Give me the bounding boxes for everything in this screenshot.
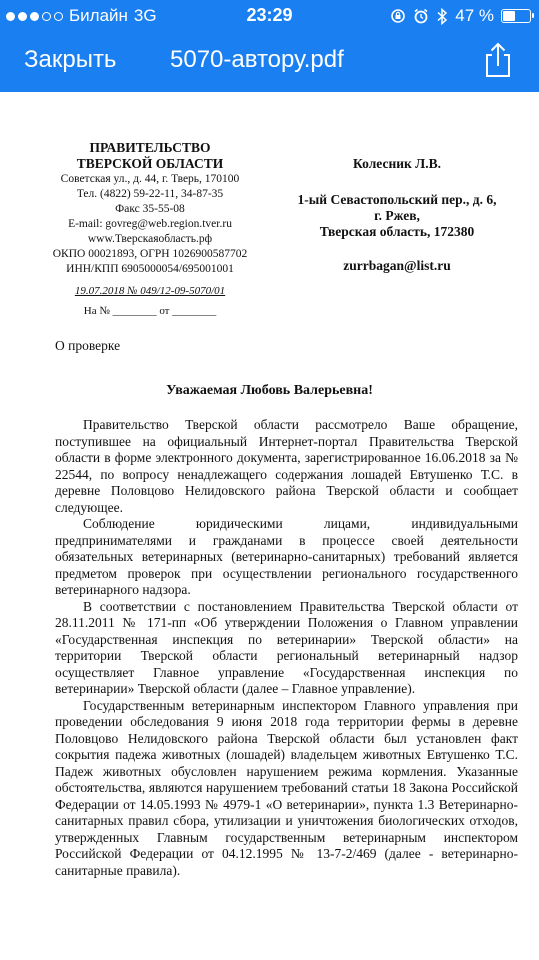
recipient-address-line1: 1-ый Севастопольский пер., д. 6,: [297, 192, 497, 207]
document-title: 5070-автору.pdf: [170, 46, 344, 73]
sender-okpo: ОКПО 00021893, ОГРН 1026900587702: [52, 248, 248, 260]
close-button[interactable]: Закрыть: [24, 46, 117, 73]
rotation-lock-icon: [390, 8, 406, 24]
sender-email: E-mail: govreg@web.region.tver.ru: [68, 218, 232, 230]
recipient-name: Колесник Л.В.: [353, 156, 441, 171]
greeting: Уважаемая Любовь Валерьевна!: [166, 383, 373, 398]
handwritten-reference: 19.07.2018 № 049/12-09-5070/01: [74, 285, 226, 297]
recipient-address-line3: Тверская область, 172380: [319, 224, 475, 239]
sender-inn: ИНН/КПП 6905000054/695001001: [66, 263, 234, 275]
alarm-icon: [413, 8, 429, 24]
recipient-address-line2: г. Ржев,: [374, 208, 420, 223]
paragraph: Правительство Тверской области рассмотрело Ваше обращение, поступившее на официальный Интернет-портал Правительства Тверской области в форме электронного документа, зарегистрированное 16.06.2018 за № 22544, по вопросу ненадлежащего содержания лошадей Евтушенко Т.С. в деревне Половцово Нелидовского района Тверской области и сообщает следующее.: [55, 417, 518, 515]
paragraph: Соблюдение юридическими лицами, индивидуальными предпринимателями и гражданами в процессе своей деятельности обязательных ветеринарных (ветеринарно-санитарных) требований является предметом проверок при осуществлении регионального государственного ветеринарного надзора.: [55, 516, 518, 597]
paragraph: Государственным ветеринарным инспектором Главного управления при проведении обследования 9 июня 2018 года территории фермы в деревне Половцово Нелидовского района Тверской области был установлен факт сокрытия падежа животных (лошадей) владельцем животных Евтушенко Т.С. Падеж животных обусловлен нарушением режима кормления. Указанные обстоятельства, являются нарушением требований статьи 18 Закона Российской Федерации от 14.05.1993 № 4979-1 «О ветеринарии», пункта 1.3 Ветеринарно-санитарных правил сбора, утилизации и уничтожения биологических отходов, утвержденных Главным государственным ветеринарным инспектором Российской Федерации от 04.12.1995 № 13-7-2/469 (далее - ветеринарно-санитарные правила).: [55, 697, 518, 878]
sender-fax: Факс 35-55-08: [115, 203, 185, 215]
reference-line: На № ________ от ________: [83, 305, 217, 317]
nav-bar: [0, 38, 539, 88]
bluetooth-icon: [436, 8, 448, 25]
pdf-page: [0, 92, 539, 960]
carrier-name: Билайн: [69, 6, 128, 25]
share-icon[interactable]: [483, 42, 513, 78]
sender-website: www.Тверскаяобласть.рф: [87, 233, 213, 245]
network-type: 3G: [133, 6, 157, 25]
subject-line: О проверке: [55, 338, 121, 353]
top-bar: [0, 0, 539, 92]
letter-body: [55, 417, 518, 879]
org-name-line1: ПРАВИТЕЛЬСТВО: [89, 140, 211, 155]
sender-address: Советская ул., д. 44, г. Тверь, 170100: [60, 173, 240, 185]
battery-percent: 47 %: [455, 6, 494, 25]
battery-icon: [501, 9, 531, 23]
paragraph: В соответствии с постановлением Правительства Тверской области от 28.11.2011 № 171-пп «Об утверждении Положения о Главном управлении «Государственная инспекция по ветеринарии» Тверской области» на территории Тверской области региональный ветеринарный надзор осуществляет Главное управление «Государственная инспекция по ветеринарии» Тверской области (далее – Главное управление).: [55, 598, 518, 696]
org-name-line2: ТВЕРСКОЙ ОБЛАСТИ: [76, 156, 224, 171]
status-bar: [0, 0, 539, 32]
sender-phone: Тел. (4822) 59-22-11, 34-87-35: [76, 188, 224, 200]
recipient-email: zurrbagan@list.ru: [343, 258, 451, 273]
sender-block: [50, 140, 250, 317]
clock: 23:29: [246, 5, 293, 25]
recipient-block: [282, 156, 512, 274]
